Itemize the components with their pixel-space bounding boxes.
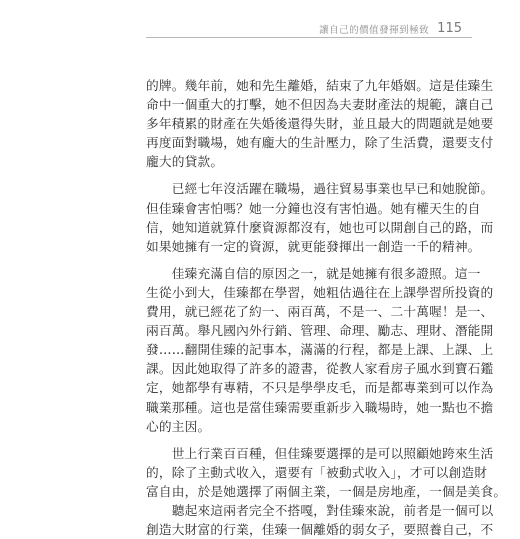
paragraph-gap	[146, 171, 386, 179]
paragraph-gap	[146, 436, 386, 444]
text-line: 聽起來這兩者完全不搭嘎，對佳臻來說，前者是一個可以	[146, 502, 494, 518]
text-line: 兩百萬。舉凡國內外行銷、管理、命理、勵志、理財、潛能開	[146, 323, 494, 339]
text-line: 如果她擁有一定的資源，就更能發揮出一創造一千的精神。	[146, 238, 481, 254]
text-line: 多年積累的財產在失婚後還得失財，並且最大的問題就是她要	[146, 116, 494, 132]
body-text	[146, 76, 507, 539]
text-line: 心的主因。	[146, 418, 211, 434]
text-line: 已經七年沒活躍在職場，過往貿易事業也早已和她脫節。	[146, 181, 494, 197]
text-line: 創造大財富的行業，佳臻一個離婚的弱女子，要照養自己，不	[146, 522, 494, 538]
text-line: 職業那種。這也是當佳臻需要重新步入職場時，她一點也不擔	[146, 399, 494, 415]
paragraph-gap	[146, 256, 386, 264]
chapter-title: 讓自己的價值發揮到極致	[319, 24, 430, 36]
text-line: 但佳臻會害怕嗎？她一分鐘也沒有害怕過。她有權天生的自	[146, 200, 481, 216]
text-line: 定，她都學有專精，不只是學學皮毛，而是都專業到可以作為	[146, 380, 494, 396]
page-number: 115	[437, 21, 462, 36]
paragraph	[146, 76, 494, 171]
text-line: 世上行業百百種，但佳臻要選擇的是可以照顧她跨來生活	[146, 445, 494, 461]
text-line: 的牌。幾年前，她和先生離婚，結束了九年婚姻。這是佳臻生	[146, 78, 494, 93]
text-line: 再度面對職場，她有龐大的生計壓力，除了生活費，還要支付	[146, 135, 494, 151]
text-line: 龐大的貸款。	[146, 154, 224, 170]
running-head	[319, 21, 462, 36]
text-line: 信，她知道就算什麼資源都沒有，她也可以開創自己的路，而	[146, 219, 494, 235]
paragraph	[146, 444, 507, 539]
text-line: 的，除了主動式收入，還要有「被動式收入」，才可以創造財	[146, 464, 488, 480]
paragraph	[146, 264, 494, 436]
text-line: 命中一個重大的打擊，她不但因為夫妻財產法的規範，讓自己	[146, 97, 494, 113]
text-line: 生從小到大，佳臻都在學習，她粗估過往在上課學習所投資的	[146, 284, 494, 300]
text-line: 課。因此她取得了許多的證書，從教人家看房子風水到寶石鑑	[146, 361, 494, 377]
paragraph	[146, 179, 494, 255]
text-line: 發……翻開佳臻的記事本，滿滿的行程，都是上課、上課、上	[146, 342, 494, 358]
text-line: 富自由，於是她選擇了兩個主業，一個是房地產，一個是美食。	[146, 483, 507, 499]
text-line: 佳臻充滿自信的原因之一，就是她擁有很多證照。這一	[146, 265, 481, 281]
text-line: 費用，就已經花了約一、兩百萬，不是一、二十萬喔！是一、	[146, 304, 494, 320]
header-rule	[146, 37, 472, 38]
